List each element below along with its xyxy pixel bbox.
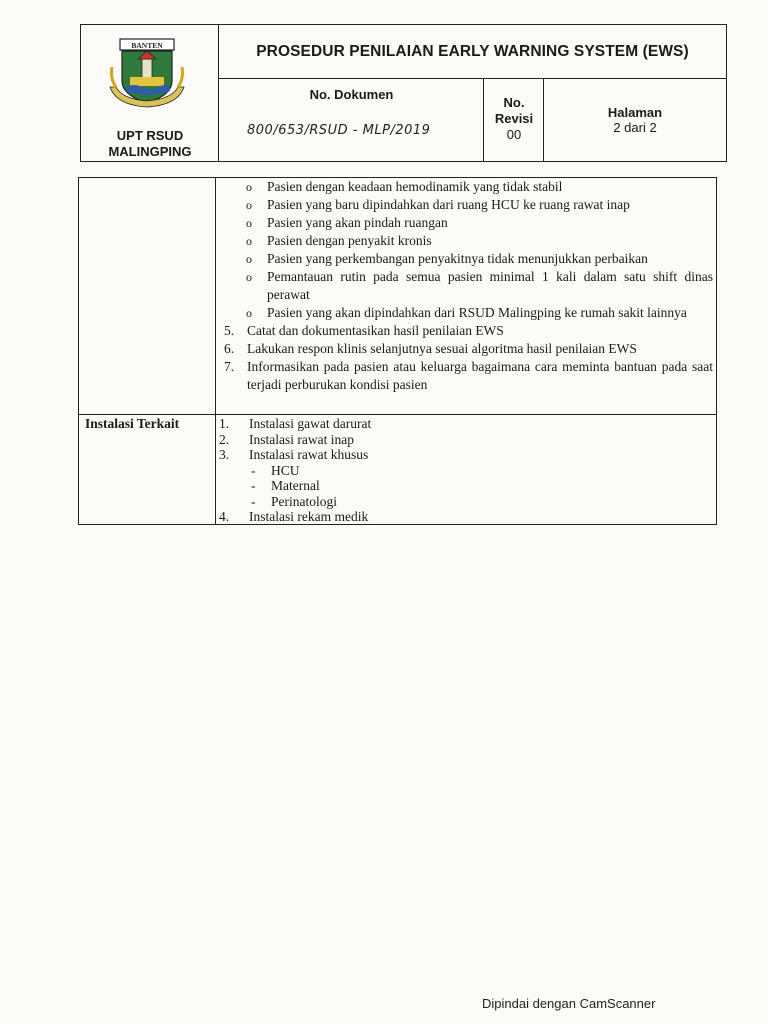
related-units-list bbox=[219, 416, 713, 525]
related-unit-subitem bbox=[219, 494, 713, 510]
related-units-label: Instalasi Terkait bbox=[85, 416, 180, 431]
bullet-marker: o bbox=[246, 198, 252, 212]
document-title: PROSEDUR PENILAIAN EARLY WARNING SYSTEM (EWS) bbox=[219, 25, 726, 79]
bullet-text: Pasien yang akan dipindahkan dari RSUD Malingping ke rumah sakit lainnya bbox=[267, 305, 687, 320]
bullet-text: Pasien dengan keadaan hemodinamik yang tidak stabil bbox=[267, 179, 563, 194]
related-unit-subitem bbox=[219, 463, 713, 479]
document-number-value: 800/653/RSUD - MLP/2019 bbox=[247, 123, 431, 138]
related-unit-item bbox=[219, 509, 713, 525]
related-unit-item bbox=[219, 416, 713, 432]
bullet-text: Pemantauan rutin pada semua pasien minimal 1 kali dalam satu shift dinas perawat bbox=[267, 269, 713, 302]
step-text: Informasikan pada pasien atau keluarga bagaimana cara meminta bantuan pada saat terjadi perburukan kondisi pasien bbox=[247, 359, 713, 392]
item-text: Instalasi rekam medik bbox=[249, 509, 369, 524]
procedure-bullet bbox=[219, 232, 713, 250]
step-number: 5. bbox=[224, 323, 235, 338]
revision-value: 00 bbox=[506, 127, 522, 142]
procedure-bullet bbox=[219, 250, 713, 268]
item-text: Instalasi rawat khusus bbox=[249, 447, 369, 462]
bullet-marker: o bbox=[246, 306, 252, 320]
page-label: Halaman bbox=[607, 105, 663, 120]
item-text: Instalasi gawat darurat bbox=[249, 416, 372, 431]
document-header bbox=[80, 24, 727, 162]
banten-emblem-logo bbox=[108, 37, 186, 109]
bullet-marker: o bbox=[246, 234, 252, 248]
item-text: Instalasi rawat inap bbox=[249, 431, 354, 447]
bullet-text: Pasien yang baru dipindahkan dari ruang HCU ke ruang rawat inap bbox=[267, 197, 630, 212]
procedure-bullet bbox=[219, 304, 713, 322]
bullet-text: Pasien yang perkembangan penyakitnya tidak menunjukkan perbaikan bbox=[267, 251, 648, 266]
item-number: 3. bbox=[219, 447, 230, 462]
logo-cell bbox=[81, 25, 219, 161]
step-text: Lakukan respon klinis selanjutnya sesuai algoritma hasil penilaian EWS bbox=[247, 341, 637, 356]
revision-label: No. Revisi bbox=[494, 95, 534, 126]
subitem-text: Perinatologi bbox=[271, 493, 337, 509]
document-number-cell bbox=[219, 79, 484, 161]
bullet-marker: o bbox=[246, 252, 252, 266]
related-unit-subitem bbox=[219, 478, 713, 494]
procedure-step bbox=[219, 340, 713, 358]
page-number-cell bbox=[544, 79, 726, 161]
procedure-bullet bbox=[219, 214, 713, 232]
procedure-content bbox=[219, 178, 713, 394]
dash-marker: - bbox=[251, 478, 256, 493]
item-number: 4. bbox=[219, 509, 230, 524]
procedure-table bbox=[78, 177, 717, 525]
procedure-bullet bbox=[219, 178, 713, 196]
bullet-marker: o bbox=[246, 270, 252, 284]
bullet-text: Pasien dengan penyakit kronis bbox=[267, 233, 432, 248]
procedure-bullet bbox=[219, 196, 713, 214]
item-number: 1. bbox=[219, 416, 230, 431]
dash-marker: - bbox=[251, 493, 256, 509]
related-unit-item bbox=[219, 432, 713, 448]
scanner-watermark: Dipindai dengan CamScanner bbox=[482, 996, 656, 1011]
document-number-label: No. Dokumen bbox=[309, 87, 394, 102]
revision-cell bbox=[484, 79, 544, 161]
step-text: Catat dan dokumentasikan hasil penilaian EWS bbox=[247, 323, 504, 338]
dash-marker: - bbox=[251, 462, 256, 478]
procedure-step bbox=[219, 358, 713, 394]
row-divider bbox=[79, 414, 716, 415]
procedure-step bbox=[219, 322, 713, 340]
procedure-bullet bbox=[219, 268, 713, 304]
bullet-marker: o bbox=[246, 180, 252, 194]
bullet-text: Pasien yang akan pindah ruangan bbox=[267, 215, 448, 230]
related-unit-item bbox=[219, 447, 713, 463]
step-number: 7. bbox=[224, 359, 235, 374]
column-divider bbox=[215, 178, 216, 524]
subitem-text: HCU bbox=[271, 462, 300, 478]
item-number: 2. bbox=[219, 431, 230, 447]
logo-text: BANTEN bbox=[131, 41, 163, 50]
step-number: 6. bbox=[224, 341, 235, 356]
page-value: 2 dari 2 bbox=[613, 120, 657, 135]
organization-name: UPT RSUD MALINGPING bbox=[108, 128, 192, 159]
subitem-text: Maternal bbox=[271, 478, 320, 493]
bullet-marker: o bbox=[246, 216, 252, 230]
